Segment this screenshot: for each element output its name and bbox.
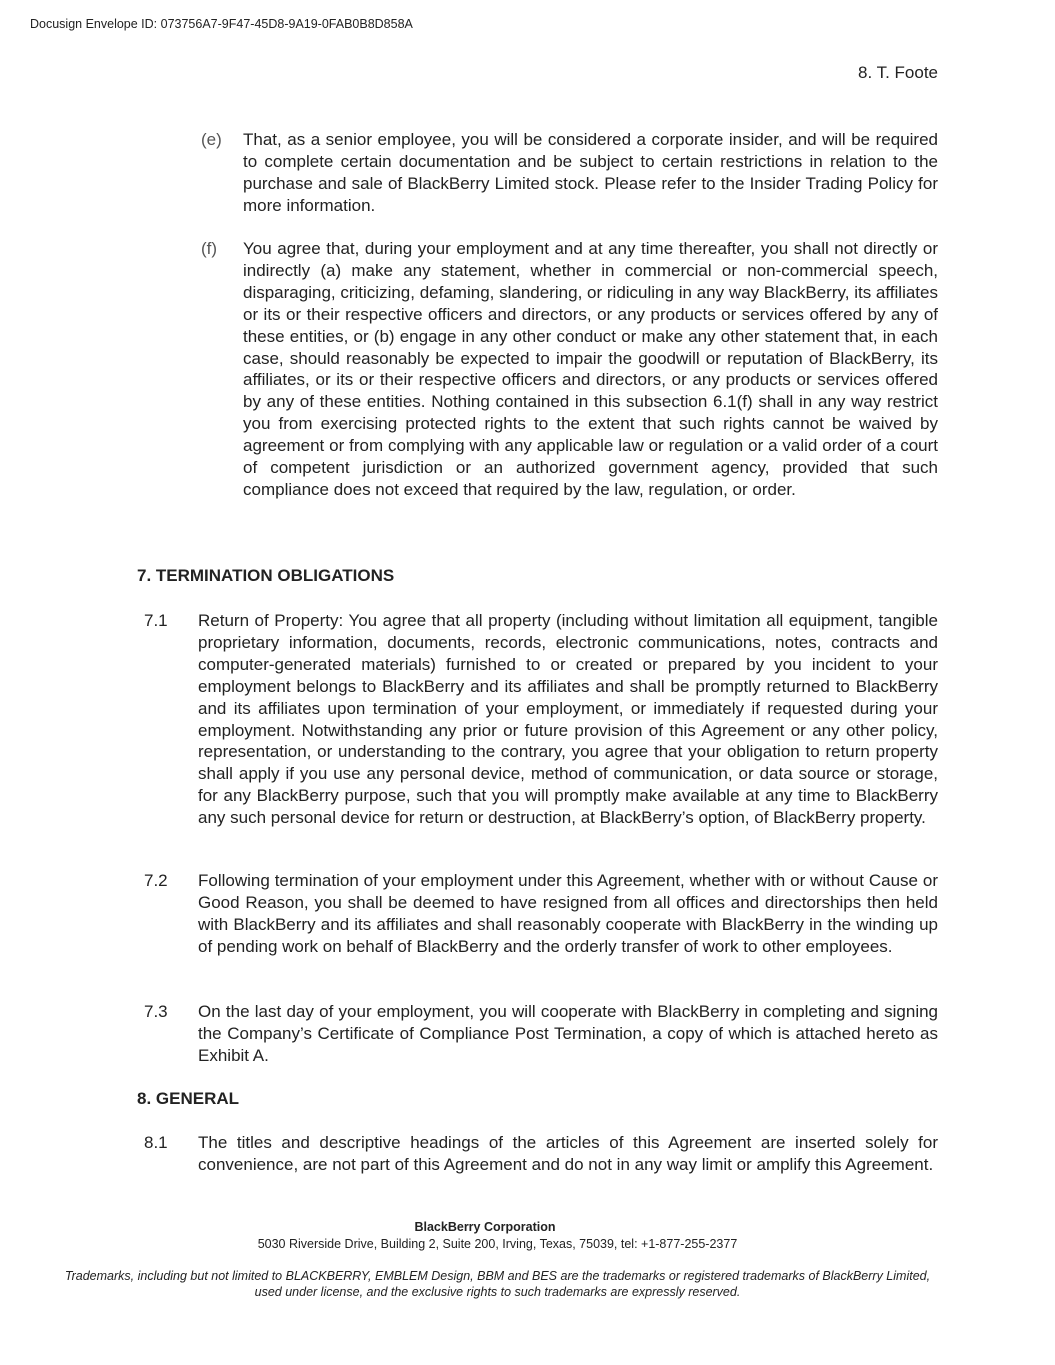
item-6-1-f-text: You agree that, during your employment and at any time thereafter, you shall not directly or indirectly (a) make any statement, whether in commercial or non-commercial speech, disparaging, criticizing, defaming, slandering, or ridiculing in any way BlackBerry, its affiliates or its or their respective officers and directors, or any products or services offered by any of these entities, or (b) engage in any other conduct or make any other statement that, in each case, should reasonably be expected to impair the goodwill or reputation of BlackBerry, its affiliates, or its or their respective officers and directors, or any products or services offered by any of these entities. Nothing contained in this subsection 6.1(f) shall in any way restrict you from exercising protected rights to the extent that such rights cannot be waived by agreement or from complying with any applicable law or regulation or a valid order of a court of competent jurisdiction or an authorized government agency, provided that such compliance does not exceed that required by the law, regulation, or order. (243, 239, 938, 499)
item-7-2-text: Following termination of your employment under this Agreement, whether with or without Cause or Good Reason, you shall be deemed to have resigned from all offices and directorships then held with BlackBerry and its affiliates and shall reasonably cooperate with BlackBerry in the winding up of pending work on behalf of BlackBerry and the orderly transfer of work to other employees. (198, 871, 938, 956)
item-marker: (f) (201, 239, 218, 258)
item-marker: 7.2 (144, 871, 168, 890)
item-marker: 7.1 (144, 611, 168, 630)
item-7-3-text: On the last day of your employment, you will cooperate with BlackBerry in completing and signing the Company’s Certificate of Compliance Post Termination, a copy of which is attached hereto as Exhibit A. (198, 1002, 938, 1065)
item-7-1-text: Return of Property: You agree that all property (including without limitation all equipment, tangible proprietary information, documents, records, electronic communications, notes, contracts and computer-generated materials) furnished to or created or prepared by you incident to your employment belongs to BlackBerry and its affiliates and shall be promptly returned to BlackBerry and its affiliates upon termination of your employment, or immediately if requested during your employment. Notwithstanding any prior or future provision of this Agreement or any other policy, representation, or understanding to the contrary, you agree that your obligation to return property shall apply if you use any personal device, method of communication, or data source or storage, for any BlackBerry purpose, such that you will promptly make available at any time to BlackBerry any such personal device for return or destruction, at BlackBerry’s option, of BlackBerry property. (198, 611, 938, 828)
footer-address: 5030 Riverside Drive, Building 2, Suite 200, Irving, Texas, 75039, tel: +1-877-255-2377 (257, 1237, 738, 1251)
item-marker: 8.1 (144, 1133, 168, 1152)
item-marker: (e) (201, 130, 222, 149)
section-8-heading: 8. GENERAL (137, 1089, 240, 1108)
section-7-heading: 7. TERMINATION OBLIGATIONS (137, 566, 395, 585)
footer-trademarks: Trademarks, including but not limited to BLACKBERRY, EMBLEM Design, BBM and BES are the trademarks or registered trademarks of BlackBerry Limited, used under license, and the exclusive rights to such trademarks are expressly reserved. (64, 1269, 931, 1299)
envelope-id: Docusign Envelope ID: 073756A7-9F47-45D8-9A19-0FAB0B8D858A (30, 17, 413, 31)
page-number: 8. T. Foote (857, 63, 938, 82)
footer-company: BlackBerry Corporation (414, 1220, 556, 1234)
item-marker: 7.3 (144, 1002, 168, 1021)
item-8-1-text: The titles and descriptive headings of the articles of this Agreement are inserted solely for convenience, are not part of this Agreement and do not in any way limit or amplify this Agreement. (198, 1133, 938, 1174)
item-6-1-e-text: That, as a senior employee, you will be considered a corporate insider, and will be required to complete certain documentation and be subject to certain restrictions in relation to the purchase and sale of BlackBerry Limited stock. Please refer to the Insider Trading Policy for more information. (243, 130, 938, 215)
